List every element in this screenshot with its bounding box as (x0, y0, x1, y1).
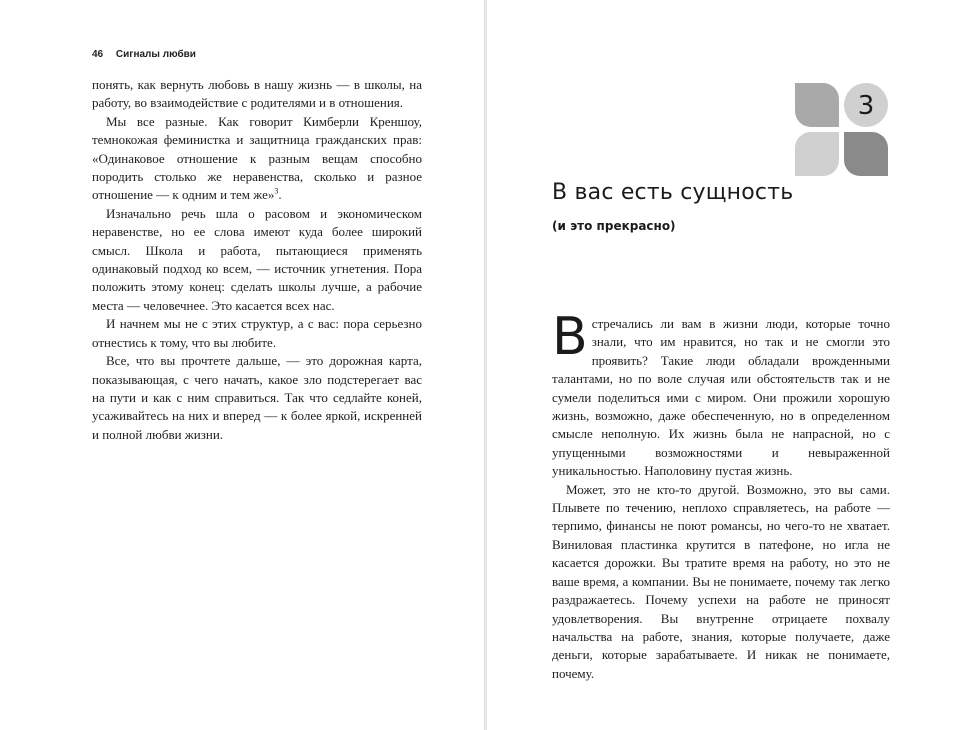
chapter-subtitle: (и это прекрасно) (552, 219, 676, 233)
paragraph-quote (92, 113, 422, 205)
opening-text: стречались ли вам в жизни люди, которые точно знали, что им нравится, но так и не смогли это проявить? Такие люди обладали врожденными талантами, но по воле случая или обстоятельств так и не сумели поделиться ими с миром. Они прожили хорошую жизнь, возможно, даже обеспеченную, но в определенном смысле неполную. Их жизнь была не напрасной, но с упущенными возможностями и невыраженной уникальностью. Наполовину пустая жизнь. (552, 316, 890, 479)
paragraph: И начнем мы не с этих структур, а с вас: пора серьезно отнестись к тому, что вы любите. (92, 316, 422, 350)
page-number: 46 (92, 49, 104, 60)
petal-bottom-right (844, 132, 888, 176)
paragraph: Изначально речь шла о расовом и экономическом неравенстве, но ее слова имеют куда более широкий смысл. Школа и работа, пытающиеся применять одинаковый подход ко всем, — источник угнетения. Пора положить этому конец: сделать школы лучше, а рабочие места — человечнее. Это касается всех нас. (92, 205, 422, 313)
paragraph: Может, это не кто-то другой. Возможно, это вы сами. Плывете по течению, неплохо справляетесь, на работе — терпимо, финансы не поют романсы, но чего-то не хватает. Виниловая пластинка крутится в патефоне, но игла не касается дорожки. Вы тратите время на работу, но это не ваше время, а компании. Вы не понимаете, почему так легко раздражаетесь. Почему успехи на работе не приносят удовлетворения. Вы внутренне отрицаете похвалу начальства на работе, знания, которые получаете, даже деньги, которые зарабатываете. И никак не понимаете, почему. (552, 481, 890, 681)
right-body-text (552, 307, 890, 683)
chapter-number: 3 (857, 91, 875, 121)
footnote-ref: 3 (274, 187, 279, 197)
chapter-number-graphic (795, 83, 888, 176)
petal-top-left (795, 83, 839, 127)
left-body-text (92, 76, 422, 444)
running-head (92, 49, 196, 60)
paragraph: Все, что вы прочтете дальше, — это дорожная карта, показывающая, с чего начать, какое зло подстерегает вас на пути и как с ним справиться. Так что седлайте коней, усаживайтесь на них и вперед — к более яркой, искренней и полной любви жизни. (92, 353, 422, 442)
paragraph-opening (552, 307, 890, 481)
quote-end: . (278, 187, 282, 203)
drop-cap: В (552, 307, 588, 367)
petal-bottom-left (795, 132, 839, 176)
paragraph-quote-text: Мы все разные. Как говорит Кимберли Креншоу, темнокожая феминистка и защитница гражданских прав: «Одинаковое отношение к разным вещам способно породить столько же неравенства, сколько и разное отношение — к одним и тем же» (92, 113, 422, 203)
running-title: Сигналы любви (115, 49, 196, 60)
chapter-title: В вас есть сущность (552, 180, 794, 205)
paragraph: понять, как вернуть любовь в нашу жизнь — в школы, на работу, во взаимодействие с родителями и в отношения. (92, 77, 422, 111)
left-page (0, 0, 484, 730)
